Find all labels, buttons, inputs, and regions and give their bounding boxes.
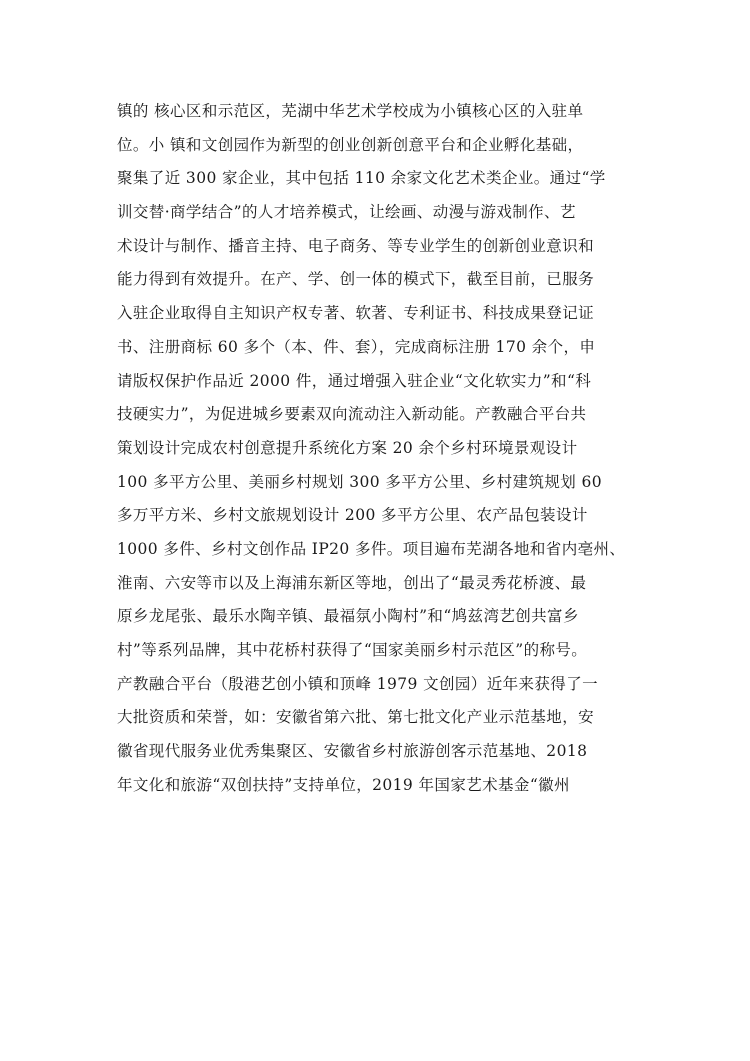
text-line: 产教融合平台（殷港艺创小镇和顶峰 1979 文创园）近年来获得了一 — [117, 674, 599, 693]
text-line: 村”等系列品牌，其中花桥村获得了“国家美丽乡村示范区”的称号。 — [117, 641, 588, 659]
text-line: 术设计与制作、播音主持、电子商务、等专业学生的创新创业意识和 — [117, 236, 595, 255]
text-line: 大批资质和荣誉，如：安徽省第六批、第七批文化产业示范基地，安 — [117, 708, 595, 727]
text-line: 书、注册商标 60 多个（本、件、套），完成商标注册 170 余个，申 — [117, 337, 596, 356]
text-line: 请版权保护作品近 2000 件，通过增强入驻企业“文化软实力”和“科 — [117, 371, 592, 390]
text-line: 技硬实力”，为促进城乡要素双向流动注入新动能。产教融合平台共 — [117, 405, 587, 424]
text-line: 训交替·商学结合”的人才培养模式，让绘画、动漫与游戏制作、艺 — [117, 203, 576, 222]
text-line: 1000 多件、乡村文创作品 IP20 多件。项目遍布芜湖各地和省内亳州、 — [117, 539, 626, 558]
text-line: 镇的 核心区和示范区，芜湖中华艺术学校成为小镇核心区的入驻单 — [117, 102, 584, 120]
text-line: 聚集了近 300 家企业，其中包括 110 余家文化艺术类企业。通过“学 — [117, 169, 606, 188]
text-line: 年文化和旅游“双创扶持”支持单位，2019 年国家艺术基金“徽州 — [117, 775, 570, 794]
text-line: 能力得到有效提升。在产、学、创一体的模式下，截至目前，已服务 — [117, 270, 595, 289]
text-line: 入驻企业取得自主知识产权专著、软著、专利证书、科技成果登记证 — [117, 304, 595, 323]
text-line: 原乡龙尾张、最乐水陶辛镇、最福氛小陶村”和“鸠兹湾艺创共富乡 — [117, 607, 579, 626]
text-line: 位。小 镇和文创园作为新型的创业创新创意平台和企业孵化基础， — [117, 135, 584, 154]
body-text — [117, 95, 637, 802]
text-line: 策划设计完成农村创意提升系统化方案 20 余个乡村环境景观设计 — [117, 438, 578, 457]
text-line: 徽省现代服务业优秀集聚区、安徽省乡村旅游创客示范基地、2018 — [117, 742, 588, 761]
text-line: 100 多平方公里、美丽乡村规划 300 多平方公里、乡村建筑规划 60 — [117, 472, 603, 491]
text-line: 多万平方米、乡村文旅规划设计 200 多平方公里、农产品包装设计 — [117, 506, 588, 525]
text-line: 淮南、六安等市以及上海浦东新区等地，创出了“最灵秀花桥渡、最 — [117, 573, 587, 592]
